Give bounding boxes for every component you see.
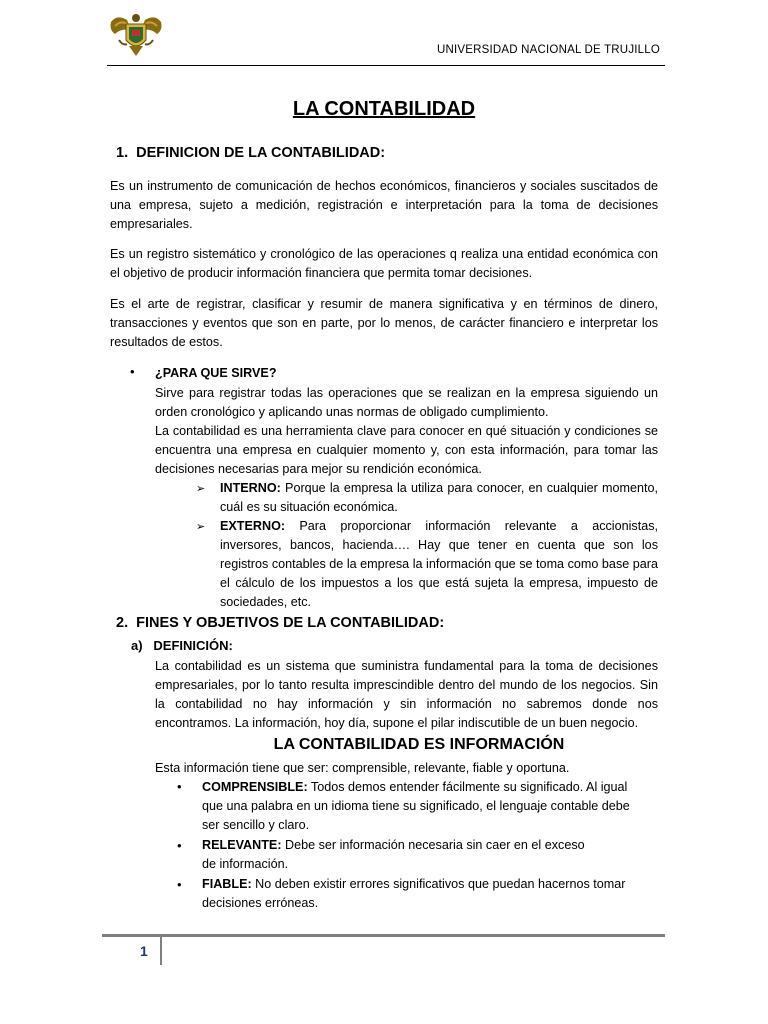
- relevante-label: RELEVANTE:: [202, 838, 282, 852]
- section-1-title: DEFINICION DE LA CONTABILIDAD: [136, 145, 381, 161]
- bullet-icon: •: [177, 838, 182, 853]
- bullet-icon: •: [130, 364, 135, 379]
- subsection-a-heading: [131, 636, 233, 655]
- arrow-bullet-icon: ➢: [196, 521, 206, 533]
- page-title: LA CONTABILIDAD: [292, 98, 476, 120]
- comprensible-label: COMPRENSIBLE:: [202, 780, 308, 794]
- footer-divider: [102, 934, 665, 937]
- header-divider: [107, 65, 665, 66]
- header-institution: UNIVERSIDAD NACIONAL DE TRUJILLO: [436, 44, 660, 56]
- university-crest-icon: [107, 12, 165, 58]
- relevante-item: [202, 836, 602, 874]
- subsection-a-title: DEFINICIÓN: [153, 638, 229, 653]
- fiable-text: No deben existir errores significativos que puedan hacernos tomar decisiones erróneas.: [202, 877, 626, 910]
- information-heading: LA CONTABILIDAD ES INFORMACIÓN: [273, 736, 565, 753]
- bullet-icon: •: [177, 779, 182, 794]
- subsection-a-text: La contabilidad es un sistema que suministra fundamental para la toma de decisiones empresariales, por lo tanto resulta imprescindible dentro del mundo de los negocios. Sin la contabilidad no hay información y sin información no sabremos donde nos encontramos. La información, hoy día, supone el pilar indiscutible de un buen negocio.: [155, 659, 658, 730]
- information-intro: Esta información tiene que ser: comprensible, relevante, fiable y oportuna.: [155, 761, 570, 775]
- section-2-colon: :: [439, 615, 445, 631]
- section-1-number: 1.: [116, 145, 129, 161]
- comprensible-item: [202, 778, 642, 835]
- para-que-sirve-text-1: Sirve para registrar todas las operaciones que se realizan en la empresa siguiendo un orden cronológico y aplicando unas normas de obligado cumplimiento.: [155, 386, 658, 419]
- paragraph-definition-2: Es un registro sistemático y cronológico de las operaciones q realiza una entidad económica con el objetivo de producir información financiera que permita tomar decisiones.: [110, 247, 658, 280]
- relevante-text: Debe ser información necesaria sin caer en el exceso de información.: [202, 838, 585, 871]
- bullet-icon: •: [177, 877, 182, 892]
- section-2-number: 2.: [116, 615, 129, 631]
- interno-item: [220, 479, 658, 517]
- fiable-label: FIABLE:: [202, 877, 252, 891]
- subsection-a-colon: :: [228, 638, 233, 653]
- page-number: 1: [140, 943, 148, 959]
- comprensible-text: Todos demos entender fácilmente su significado. Al igual que una palabra en un idioma tiene su significado, el lenguaje contable debe ser sencillo y claro.: [202, 780, 630, 832]
- section-1-heading: [116, 145, 385, 161]
- externo-label: EXTERNO:: [220, 519, 286, 533]
- para-que-sirve-text-2: La contabilidad es una herramienta clave para conocer en qué situación y condiciones se encuentra una empresa en cualquier momento y, con esta información, para tomar las decisiones necesarias para mejor su rendición económica.: [155, 424, 658, 476]
- interno-label: INTERNO:: [220, 481, 281, 495]
- externo-text: Para proporcionar información relevante a accionistas, inversores, bancos, hacienda…. Hay que tener en cuenta que son los registros contables de la empresa la información que se toma como base para el cálculo de los impuestos a los que está sujeta la empresa, impuesto de sociedades, etc.: [220, 519, 658, 609]
- footer-vertical-divider: [160, 937, 162, 965]
- externo-item: [220, 517, 658, 612]
- interno-text: Porque la empresa la utiliza para conocer, en cualquier momento, cuál es su situación económica.: [220, 481, 658, 514]
- section-1-colon: :: [380, 145, 386, 161]
- subsection-a-marker: a): [131, 638, 143, 653]
- section-2-heading: [116, 615, 444, 631]
- fiable-item: [202, 875, 642, 913]
- section-2-title: FINES Y OBJETIVOS DE LA CONTABILIDAD: [136, 615, 440, 631]
- para-que-sirve-heading: ¿PARA QUE SIRVE?: [155, 366, 277, 380]
- paragraph-definition-1: Es un instrumento de comunicación de hechos económicos, financieros y sociales suscitados de una empresa, sujeto a medición, registración e interpretación para la toma de decisiones empresariales.: [110, 179, 658, 231]
- arrow-bullet-icon: ➢: [196, 483, 206, 495]
- paragraph-definition-3: Es el arte de registrar, clasificar y resumir de manera significativa y en términos de dinero, transacciones y eventos que son en parte, por lo menos, de carácter financiero e interpretar los resultados de estos.: [110, 297, 658, 349]
